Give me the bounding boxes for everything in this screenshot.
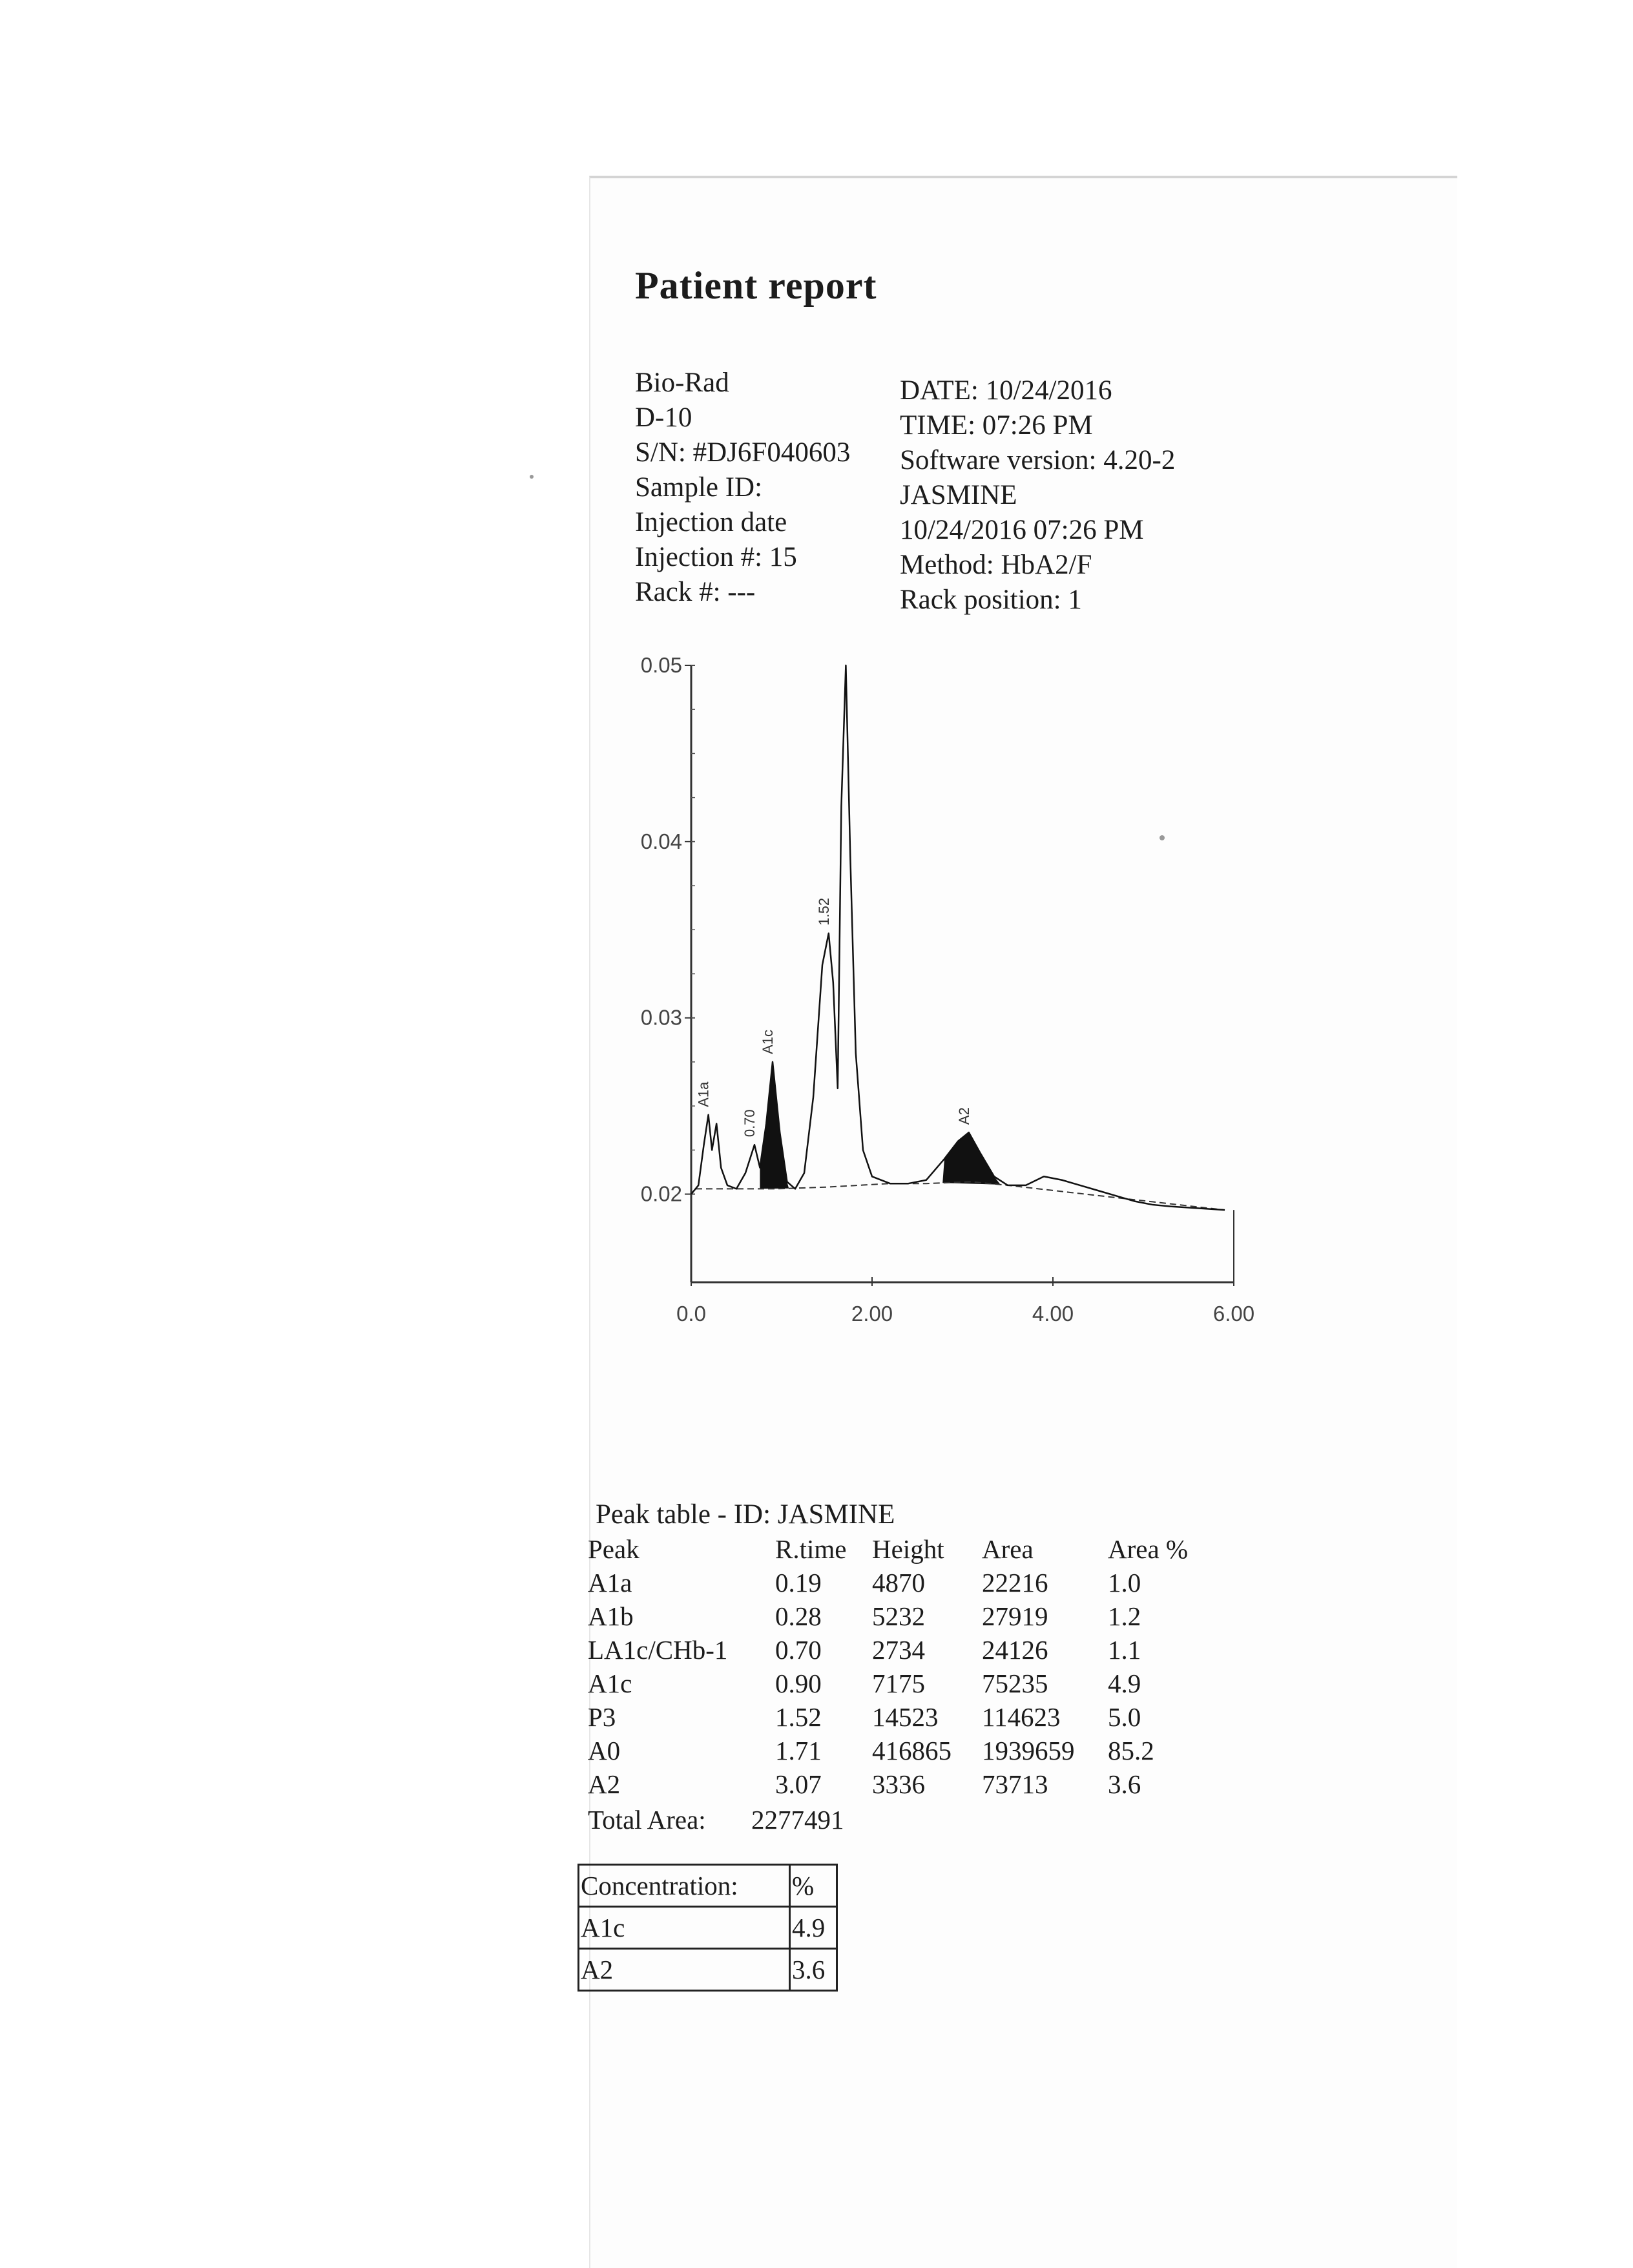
cell-area: 114623	[982, 1702, 1061, 1732]
peak-area-a2	[942, 1132, 1001, 1185]
cell-area-percent: 1.2	[1108, 1601, 1141, 1631]
info-right-column	[900, 373, 1175, 618]
y-tick-label: 0.05	[640, 653, 682, 677]
cell-area: 1939659	[982, 1736, 1075, 1765]
peak-label: 0.70	[742, 1109, 758, 1138]
report-title: Patient report	[635, 264, 877, 307]
concentration-value: 3.6	[790, 1949, 837, 1991]
info-rack-position: Rack position: 1	[900, 585, 1082, 615]
cell-height: 2734	[872, 1635, 925, 1665]
peak-table-header	[588, 1531, 1198, 1565]
x-tick-label: 4.00	[1032, 1302, 1074, 1326]
table-row	[588, 1632, 1198, 1665]
peak-table	[588, 1531, 1198, 1800]
peak-label: 1.52	[815, 897, 832, 926]
cell-height: 14523	[872, 1702, 939, 1732]
x-tick-label: 0.0	[676, 1302, 706, 1326]
col-area-percent: Area %	[1108, 1534, 1189, 1564]
cell-area: 24126	[982, 1635, 1048, 1665]
cell-peak: A1a	[588, 1568, 632, 1597]
x-tick-label: 2.00	[851, 1302, 893, 1326]
cell-rtime: 0.90	[775, 1669, 822, 1698]
info-date: DATE: 10/24/2016	[900, 375, 1112, 406]
scan-speck	[530, 475, 534, 479]
info-model: D-10	[635, 402, 692, 433]
peak-label: A1a	[695, 1081, 712, 1107]
info-software-version: Software version: 4.20-2	[900, 445, 1176, 475]
cell-rtime: 0.70	[775, 1635, 822, 1665]
cell-area: 73713	[982, 1769, 1048, 1799]
info-sample-id-label: Sample ID:	[635, 472, 763, 503]
cell-peak: LA1c/CHb-1	[588, 1635, 728, 1665]
info-injection-date-label: Injection date	[635, 507, 787, 537]
table-row	[588, 1732, 1198, 1766]
cell-peak: A1c	[588, 1669, 632, 1698]
chromatogram-chart	[633, 646, 1279, 1357]
info-rack-number: Rack #: ---	[635, 577, 756, 607]
cell-rtime: 3.07	[775, 1769, 822, 1799]
concentration-name: A1c	[579, 1907, 790, 1949]
info-time: TIME: 07:26 PM	[900, 410, 1093, 441]
y-tick-label: 0.04	[640, 829, 682, 853]
cell-height: 3336	[872, 1769, 925, 1799]
y-tick-label: 0.03	[640, 1005, 682, 1030]
cell-area-percent: 4.9	[1108, 1669, 1141, 1698]
cell-height: 4870	[872, 1568, 925, 1597]
table-row	[588, 1598, 1198, 1632]
total-area-line	[588, 1804, 844, 1835]
cell-area: 22216	[982, 1568, 1048, 1597]
cell-height: 7175	[872, 1669, 925, 1698]
concentration-header	[579, 1865, 837, 1907]
cell-rtime: 0.19	[775, 1568, 822, 1597]
col-peak: Peak	[588, 1534, 640, 1564]
info-injection-number: Injection #: 15	[635, 542, 797, 572]
concentration-header-label: Concentration:	[579, 1865, 790, 1907]
cell-peak: P3	[588, 1702, 616, 1732]
cell-rtime: 0.28	[775, 1601, 822, 1631]
cell-area-percent: 1.0	[1108, 1568, 1141, 1597]
cell-area-percent: 1.1	[1108, 1635, 1141, 1665]
cell-height: 416865	[872, 1736, 952, 1765]
x-tick-label: 6.00	[1212, 1302, 1255, 1326]
concentration-table	[577, 1864, 838, 1992]
table-row	[588, 1565, 1198, 1598]
info-serial: S/N: #DJ6F040603	[635, 437, 851, 468]
concentration-name: A2	[579, 1949, 790, 1991]
total-area-value: 2277491	[751, 1805, 844, 1835]
concentration-value: 4.9	[790, 1907, 837, 1949]
table-row	[588, 1665, 1198, 1699]
total-area-label: Total Area:	[588, 1805, 706, 1835]
col-rtime: R.time	[775, 1534, 847, 1564]
table-row	[588, 1699, 1198, 1732]
col-area: Area	[982, 1534, 1034, 1564]
table-row	[588, 1766, 1198, 1800]
cell-rtime: 1.71	[775, 1736, 822, 1765]
cell-area: 75235	[982, 1669, 1048, 1698]
cell-height: 5232	[872, 1601, 925, 1631]
table-row	[579, 1907, 837, 1949]
table-row	[579, 1949, 837, 1991]
cell-area-percent: 85.2	[1108, 1736, 1154, 1765]
cell-peak: A1b	[588, 1601, 634, 1631]
info-injection-date: 10/24/2016 07:26 PM	[900, 515, 1144, 545]
info-manufacturer: Bio-Rad	[635, 368, 729, 398]
info-left-column	[635, 366, 850, 610]
cell-area: 27919	[982, 1601, 1048, 1631]
y-tick-label: 0.02	[640, 1181, 682, 1206]
info-method: Method: HbA2/F	[900, 550, 1092, 580]
concentration-header-unit: %	[790, 1865, 837, 1907]
cell-rtime: 1.52	[775, 1702, 822, 1732]
scan-speck	[1160, 835, 1165, 840]
cell-area-percent: 5.0	[1108, 1702, 1141, 1732]
cell-peak: A0	[588, 1736, 621, 1765]
info-sample-id: JASMINE	[900, 480, 1017, 510]
peak-label: A2	[955, 1107, 972, 1125]
cell-peak: A2	[588, 1769, 621, 1799]
cell-area-percent: 3.6	[1108, 1769, 1141, 1799]
peak-label: A1c	[760, 1030, 776, 1054]
col-height: Height	[872, 1534, 944, 1564]
peak-table-title: Peak table - ID: JASMINE	[596, 1499, 895, 1530]
